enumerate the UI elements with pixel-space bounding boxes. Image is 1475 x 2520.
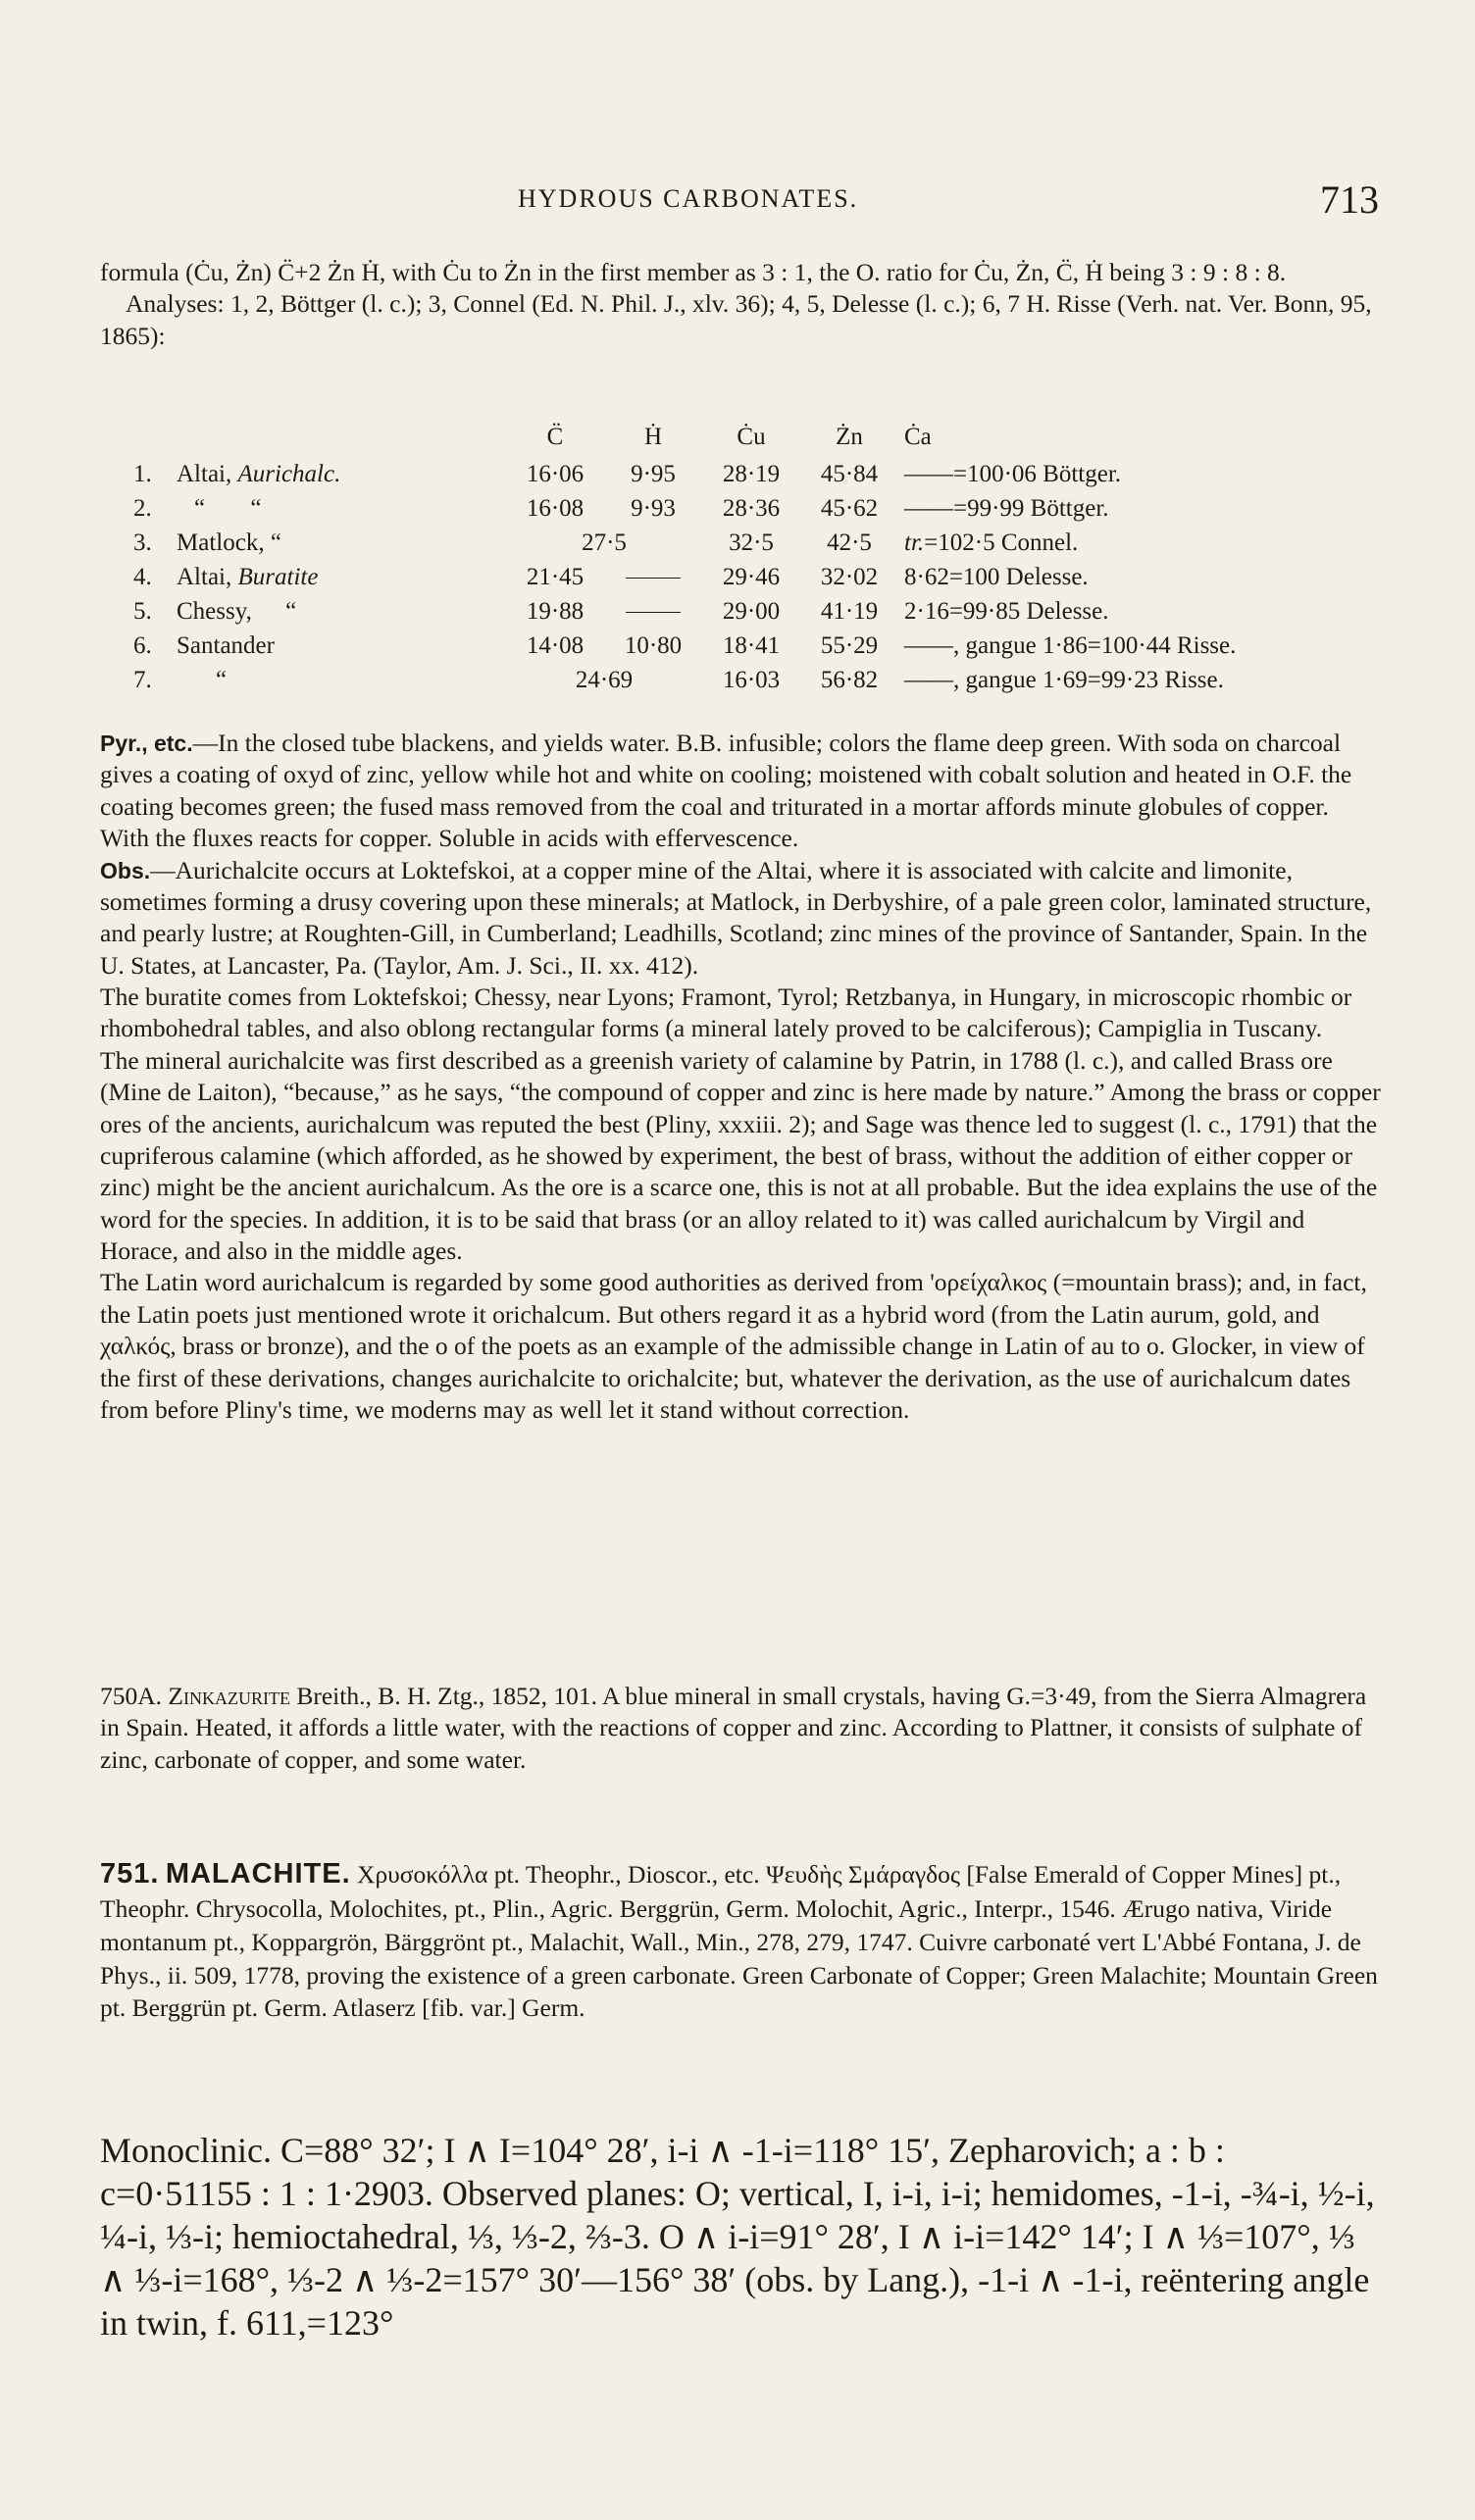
cell: ——=100·06 Böttger. xyxy=(904,460,1122,487)
page-header xyxy=(0,177,1475,224)
cell: 8·62=100 Delesse. xyxy=(904,563,1089,590)
cell: 10·80 xyxy=(624,631,683,659)
row-number: 2. xyxy=(133,494,152,522)
table-row xyxy=(127,663,1361,697)
cell: 56·82 xyxy=(820,666,879,693)
locality: Altai, Buratite xyxy=(177,563,319,590)
locality: Santander xyxy=(177,631,275,659)
row-number: 3. xyxy=(133,529,152,556)
table-row xyxy=(127,560,1361,594)
cell: 16·03 xyxy=(722,666,781,693)
cell: 41·19 xyxy=(820,597,879,625)
cell: 42·5 xyxy=(827,529,872,556)
cell: 2·16=99·85 Delesse. xyxy=(904,597,1109,625)
body-section xyxy=(100,728,1381,1426)
malachite-entry: 751. MALACHITE. Χρυσοκόλλα pt. Theophr., Dioscor., etc. Ψευδὴς Σμάραγδος [False Emerald of Copper Mines] pt., Theophr. Chrysocolla, Molochites, pt., Plin., Agric. Berggrün, Germ. Molochit, Agric., Interpr., 1546. Ærugo nativa, Viride montanum pt., Koppargrön, Bärggrönt pt., Malachit, Wall., Min., 278, 279, 1747. Cuivre carbonaté vert L'Abbé Fontana, J. de Phys., ii. 509, 1778, proving the existence of a green carbonate. Green Carbonate of Copper; Green Malachite; Mountain Green pt. Berggrün pt. Germ. Atlaserz [fib. var.] Germ. xyxy=(100,1858,1378,2023)
obs-paragraph: The Latin word aurichalcum is regarded by some good authorities as derived from 'ορείχαλκος (=mountain brass); and, in fact, the Latin poets just mentioned wrote it orichalcum. But others regard it as a hybrid word (from the Latin aurum, gold, and χαλκός, brass or bronze), and the o of the poets as an example of the admissible change in Latin of au to o. Glocker, in view of the first of these derivations, changes aurichalcite to orichalcite; but, whatever the derivation, as the use of aurichalcum dates from before Pliny's time, we moderns may as well let it stand without correction. xyxy=(100,1268,1367,1424)
cell: 45·62 xyxy=(820,494,879,522)
cell: 45·84 xyxy=(820,460,879,487)
cell: ——, gangue 1·69=99·23 Risse. xyxy=(904,666,1224,693)
cell xyxy=(604,560,702,594)
running-head: HYDROUS CARBONATES. xyxy=(518,184,859,213)
row-number: 6. xyxy=(133,631,152,659)
cell: 28·19 xyxy=(722,460,781,487)
species-title: MALACHITE. xyxy=(165,1858,351,1890)
pyr-paragraph: Pyr., etc.—In the closed tube blackens, and yields water. B.B. infusible; colors the flame deep green. With soda on charcoal gives a coating of oxyd of zinc, yellow while hot and white on cooling; moistened with cobalt solution and heated in O.F. the coating becomes green; the fused mass removed from the coal and triturated in a mortar affords minute globules of copper. With the fluxes reacts for copper. Soluble in acids with effervescence. xyxy=(100,729,1352,853)
column-header: Ḣ xyxy=(643,424,663,450)
table-row xyxy=(127,629,1361,663)
zinkazurite-entry: 750A. Zinkazurite Breith., B. H. Ztg., 1852, 101. A blue mineral in small crystals, having G.=3·49, from the Sierra Almagrera in Spain. Heated, it affords a little water, with the reactions of copper and zinc. According to Plattner, it consists of sulphate of zinc, carbonate of copper, and some water. xyxy=(100,1682,1367,1774)
formula-line: formula (Ċu, Żn) C̈+2 Żn Ḣ, with Ċu to Żn in the first member as 3 : 1, the O. ratio for Ċu, Żn, C̈, Ḣ being 3 : 9 : 8 : 8. xyxy=(100,258,1287,286)
cell: 14·08 xyxy=(526,631,585,659)
obs-paragraph: The buratite comes from Loktefskoi; Chessy, near Lyons; Framont, Tyrol; Retzbanya, in Hungary, in microscopic rhombic or rhombohedral tables, and also oblong rectangular forms (a mineral lately proved to be calciferous); Campiglia in Tuscany. xyxy=(100,983,1352,1043)
cell: 18·41 xyxy=(722,631,781,659)
cell: 19·88 xyxy=(526,597,585,625)
cell: 9·93 xyxy=(631,494,676,522)
page-number: 713 xyxy=(1320,177,1379,222)
column-header: Ċa xyxy=(904,424,932,450)
cell: 32·02 xyxy=(820,563,879,590)
cell: 9·95 xyxy=(631,460,676,487)
table-row xyxy=(127,457,1361,491)
cell xyxy=(604,594,702,629)
locality: “ xyxy=(216,666,228,693)
cell: 29·00 xyxy=(722,597,781,625)
cell: 16·06 xyxy=(526,460,585,487)
table-row xyxy=(127,594,1361,629)
column-header: C̈ xyxy=(546,424,564,450)
locality: Altai, Aurichalc. xyxy=(177,460,341,487)
cell: 29·46 xyxy=(722,563,781,590)
cell: 24·69 xyxy=(575,666,634,693)
locality: “ “ xyxy=(194,494,262,522)
cell: ——=99·99 Böttger. xyxy=(904,494,1109,522)
analyses-intro: Analyses: 1, 2, Böttger (l. c.); 3, Connel (Ed. N. Phil. J., xlv. 36); 4, 5, Delesse (l. c.); 6, 7 H. Risse (Verh. nat. Ver. Bonn, 95, 1865): xyxy=(100,289,1372,350)
analyses-table xyxy=(127,418,1361,697)
table-row xyxy=(127,491,1361,526)
column-header: Żn xyxy=(836,424,863,450)
obs-paragraph: The mineral aurichalcite was first described as a greenish variety of calamine by Patrin, in 1788 (l. c.), and called Brass ore (Mine de Laiton), “because,” as he says, “the compound of copper and zinc is here made by nature.” Among the brass or copper ores of the ancients, aurichalcum was reputed the best (Pliny, xxxiii. 2); and Sage was thence led to suggest (l. c., 1791) that the cupriferous calamine (which afforded, as he showed by experiment, the best of brass, without the addition of either copper or zinc) might be the ancient aurichalcum. As the ore is a scarce one, this is not at all probable. But the idea explains the use of the word for the species. In addition, it is to be said that brass (or an alloy related to it) was called aurichalcum by Virgil and Horace, and also in the middle ages. xyxy=(100,1045,1381,1265)
row-number: 1. xyxy=(133,460,152,487)
row-number: 4. xyxy=(133,563,152,590)
locality: Chessy, “ xyxy=(177,597,297,625)
cell: 32·5 xyxy=(729,529,774,556)
row-number: 7. xyxy=(133,666,152,693)
cell: 16·08 xyxy=(526,494,585,522)
crystallography-section: Monoclinic. C=88° 32′; I ∧ I=104° 28′, i-i ∧ -1-i=118° 15′, Zepharovich; a : b : c=0·51155 : 1 : 1·2903. Observed planes: O; vertical, I, i-i, i-i; hemidomes, -1-i, -¾-i, ½-i, ¼-i, ⅓-i; hemioctahedral, ⅓, ⅓-2, ⅔-3. O ∧ i-i=91° 28′, I ∧ i-i=142° 14′; I ∧ ⅓=107°, ⅓ ∧ ⅓-i=168°, ⅓-2 ∧ ⅓-2=157° 30′—156° 38′ (obs. by Lang.), -1-i ∧ -1-i, reëntering angle in twin, f. 611,=123° xyxy=(100,2131,1375,2343)
cell: 55·29 xyxy=(820,631,879,659)
cell: 21·45 xyxy=(526,563,585,590)
column-header: Ċu xyxy=(737,424,766,450)
cell: 27·5 xyxy=(582,529,627,556)
cell: 28·36 xyxy=(722,494,781,522)
row-number: 5. xyxy=(133,597,152,625)
cell: tr.=102·5 Connel. xyxy=(904,529,1079,556)
table-row xyxy=(127,526,1361,560)
cell: ——, gangue 1·86=100·44 Risse. xyxy=(904,631,1237,659)
locality: Matlock, “ xyxy=(177,529,281,556)
table-header-row xyxy=(127,418,1361,457)
obs-paragraph: Obs.—Aurichalcite occurs at Loktefskoi, at a copper mine of the Altai, where it is associated with calcite and limonite, sometimes forming a drusy covering upon these minerals; at Matlock, in Derbyshire, of a pale green color, laminated structure, and pearly lustre; at Roughten-Gill, in Cumberland; Leadhills, Scotland; zinc mines of the province of Santander, Spain. In the U. States, at Lancaster, Pa. (Taylor, Am. J. Sci., II. xx. 412). xyxy=(100,855,1372,980)
formula-section xyxy=(100,257,1381,352)
